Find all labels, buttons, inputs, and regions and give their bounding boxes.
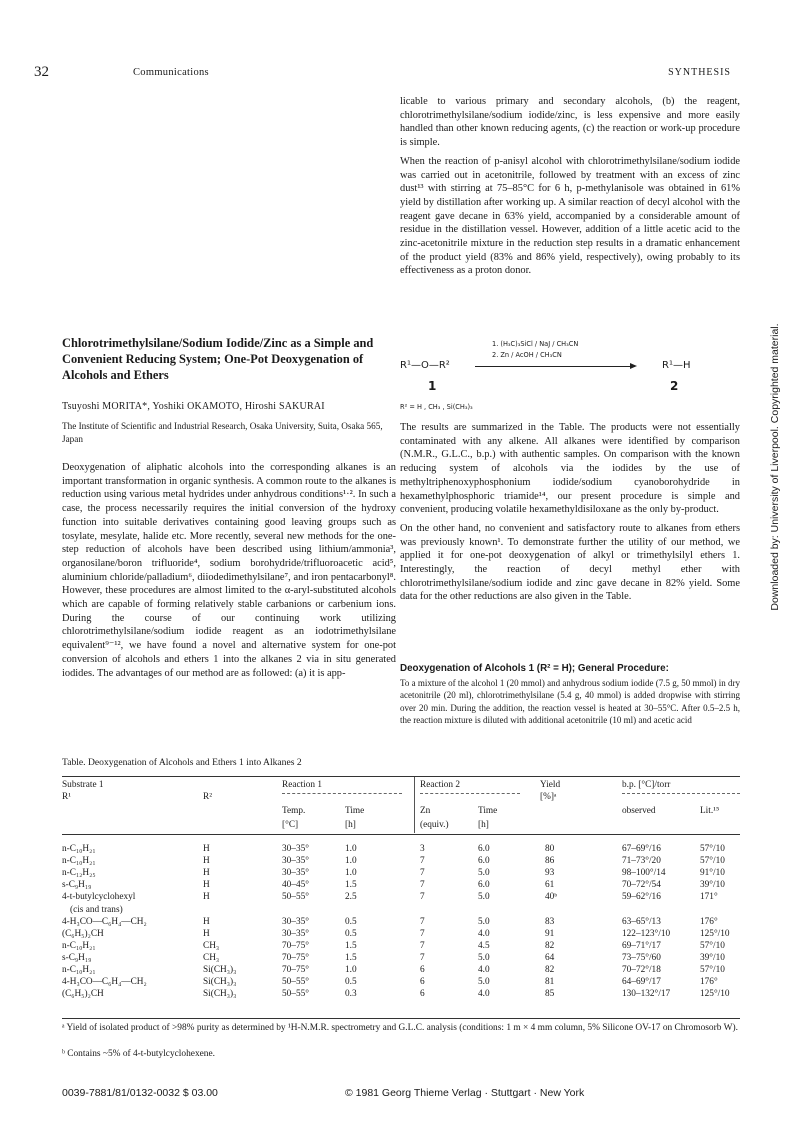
cell-r2: Si(CH₃)₃ — [203, 977, 237, 988]
paragraph: Deoxygenation of aliphatic alcohols into the corresponding alkanes is an important transformation in organic synthesis. A common route to the alkanes is reduction using various metal hydrides under anhydrous conditions¹·². In such a case, the process necessarily requires the initial conversion of the hydroxy function into suitable derivatives containing good leaving groups such as tosylate, mesylate, halide etc. More recently, several new methods for the one-step reduction of alcohols have been described using lithium/ammonia³, organosilane/boron trifluoride⁴, sodium borohydride/trifluoroacetic acid⁵, aluminium chloride/palladium⁶, diiodedimethylsilane⁷, and iron pentacarbonyl⁸. However, these procedures are almost limited to the α-aryl-substituted alcohols which are capable of forming relatively stable carbanions or carbenium ions. During the course of our continuing work utilizing chlorotrimethylsilane/sodium iodide reagent as an iodotrimethylsilane equivalent⁹⁻¹², we have found a novel and alternative system for one-pot conversion of alcohols and ethers 1 into the alkanes 2 via in situ generated iodides. The advantages of our method are as followed: (a) it is app- — [62, 462, 396, 679]
procedure-heading: Deoxygenation of Alcohols 1 (R² = H); General Procedure: — [400, 663, 669, 674]
cell-zn: 7 — [420, 856, 425, 867]
scheme-note: R² = H , CH₃ , Si(CH₃)₃ — [400, 403, 473, 411]
copyright: © 1981 Georg Thieme Verlag · Stuttgart · New York — [345, 1087, 585, 1099]
col-header-lit: Lit.¹⁵ — [700, 806, 720, 816]
article-title: Chlorotrimethylsilane/Sodium Iodide/Zinc as a Simple and Convenient Reducing System; One-Pot Deoxygenation of Alcohols and Ethers — [62, 336, 374, 382]
col-header-zn-unit: (equiv.) — [420, 820, 449, 830]
cell-time1: 0.5 — [345, 928, 357, 939]
subrule-reaction1 — [282, 793, 402, 795]
cell-time2: 5.0 — [478, 952, 490, 963]
cell-bp-observed: 73–75°/60 — [622, 952, 661, 963]
cell-r1: s-C₉H₁₉ — [62, 952, 92, 963]
col-header-temp-unit: [°C] — [282, 820, 299, 830]
col-header-reaction1: Reaction 1 — [282, 780, 323, 790]
footnote-b: ᵇ Contains ~5% of 4-t-butylcyclohexene. — [62, 1049, 215, 1059]
table-bottom-rule — [62, 1018, 740, 1019]
cell-r1: 4-H₃CO—C₆H₄—CH₂ — [62, 916, 147, 927]
cell-r1: 4-H₃CO—C₆H₄—CH₂ — [62, 977, 147, 988]
cell-time2: 5.0 — [478, 868, 490, 879]
cell-bp-lit: 176° — [700, 916, 718, 927]
cell-zn: 7 — [420, 916, 425, 927]
cell-temp: 30–35° — [282, 928, 309, 939]
cell-bp-lit: 57°/10 — [700, 965, 725, 975]
cell-bp-observed: 64–69°/17 — [622, 977, 661, 988]
col-header-time2: Time — [478, 806, 498, 816]
footnote-a: ᵃ Yield of isolated product of >98% purity as determined by ¹H-N.M.R. spectrometry and G.L.C. analysis (conditions: 1 m × 4 mm column, 5% Silicone OV-17 on Chromosorb W). — [62, 1023, 738, 1033]
cell-time1: 0.5 — [345, 977, 357, 988]
col-header-temp: Temp. — [282, 806, 306, 816]
page-number: 32 — [34, 64, 49, 80]
cell-bp-lit: 39°/10 — [700, 880, 725, 891]
cell-bp-lit: 176° — [700, 977, 718, 988]
cell-r1: s-C₉H₁₉ — [62, 880, 92, 891]
cell-time2: 5.0 — [478, 977, 490, 988]
cell-temp: 70–75° — [282, 965, 309, 975]
cell-r1: n-C₁₂H₂₅ — [62, 868, 96, 879]
cell-r1: n-C₁₀H₂₁ — [62, 940, 96, 951]
cell-zn: 7 — [420, 940, 425, 951]
cell-bp-observed: 71–73°/20 — [622, 856, 661, 867]
cell-time2: 4.0 — [478, 965, 490, 975]
condition-1: 1. (H₃C)₃SiCl / NaJ / CH₃CN — [492, 340, 579, 348]
reactant: R¹—O—R² — [400, 360, 450, 371]
condition-2: 2. Zn / AcOH / CH₃CN — [492, 351, 562, 359]
cell-time1: 1.5 — [345, 952, 357, 963]
cell-bp-observed: 63–65°/13 — [622, 916, 661, 927]
paragraph: The results are summarized in the Table. The products were not essentially contaminated with any alkene. All alkanes were identified by comparison (N.M.R., G.L.C., b.p.) with authentic samples. On comparison with the known reducing system of alcohols via the iodides by the use of methyltriphenoxyphosphonium iodide/sodium cyanoborohydride in hexamethylphosphoric triamide¹⁴, our present procedure is simple and convenient, producing volatile hexamethyldisiloxane as the only by-product. — [400, 422, 740, 516]
article-code: 0039-7881/81/0132-0032 $ 03.00 — [62, 1087, 218, 1099]
cell-time2: 6.0 — [478, 844, 490, 854]
cell-yield: 85 — [545, 989, 555, 1000]
cell-temp: 30–35° — [282, 916, 309, 927]
cell-yield: 82 — [545, 965, 555, 975]
col-header-zn: Zn — [420, 806, 431, 816]
paragraph: When the reaction of p-anisyl alcohol with chlorotrimethylsilane/sodium iodide was carried out in acetonitrile, followed by treatment with an excess of zinc dust¹³ with stirring at 75–85°C for 6 h, p-methylanisole was obtained in 61% yield by distillation after working up. A similar reaction of decyl alcohol with the reagent gave decane in 63% yield, accompanied by a considerable amount of residue in the distillation vessel. However, addition of a little acetic acid to the zinc-acetonitrile mixture in the reduction step results in a dramatic enhancement of the product yield (83% and 86% yield, respectively), owing probably to its effectiveness as a proton donor. — [400, 155, 740, 277]
cell-time1: 2.5 — [345, 892, 357, 903]
cell-time1: 1.0 — [345, 965, 357, 975]
cell-r2: H — [203, 892, 210, 903]
cell-temp: 70–75° — [282, 952, 309, 963]
cell-time2: 4.0 — [478, 928, 490, 939]
cell-temp: 30–35° — [282, 844, 309, 854]
cell-time1: 1.5 — [345, 880, 357, 891]
cell-bp-lit: 57°/10 — [700, 856, 725, 867]
table-header-rule — [62, 834, 740, 835]
cell-temp: 50–55° — [282, 977, 309, 988]
table-divider — [414, 777, 415, 833]
cell-bp-observed: 130–132°/17 — [622, 989, 671, 1000]
cell-time2: 5.0 — [478, 892, 490, 903]
cell-r1: n-C₁₀H₂₁ — [62, 844, 96, 854]
cell-yield: 82 — [545, 940, 555, 951]
product: R¹—H — [662, 360, 691, 371]
cell-bp-observed: 98–100°/14 — [622, 868, 666, 879]
cell-bp-observed: 59–62°/16 — [622, 892, 661, 903]
cell-temp: 30–35° — [282, 868, 309, 879]
paragraph: licable to various primary and secondary alcohols, (b) the reagent, chlorotrimethylsilane/sodium iodide/zinc, is less expensive and more easily handled than other known reducing agents, (c) the reaction or work-up procedure is simple. — [400, 96, 740, 149]
cell-zn: 7 — [420, 880, 425, 891]
cell-r2: Si(CH₃)₃ — [203, 989, 237, 1000]
cell-temp: 50–55° — [282, 892, 309, 903]
cell-r1: (C₆H₅)₂CH — [62, 989, 104, 1000]
cell-r2: H — [203, 844, 210, 854]
cell-r2: H — [203, 856, 210, 867]
cell-zn: 6 — [420, 965, 425, 975]
cell-r2: CH₃ — [203, 940, 220, 951]
cell-bp-lit: 171° — [700, 892, 718, 903]
cell-time2: 6.0 — [478, 880, 490, 891]
cell-zn: 7 — [420, 868, 425, 879]
cell-bp-observed: 67–69°/16 — [622, 844, 661, 854]
cell-yield: 83 — [545, 916, 555, 927]
procedure-text: To a mixture of the alcohol 1 (20 mmol) and anhydrous sodium iodide (7.5 g, 50 mmol) in dry acetonitrile (20 ml), chlorotrimethylsilane (5.4 g, 40 mmol) is added dropwise with stirring over 20 min. During the addition, the reaction vessel is heated at 30–55°C. After 0.5–2.5 h, the reaction mixture is diluted with additional acetonitrile (10 ml) and acetic acid — [400, 678, 740, 725]
cell-time2: 6.0 — [478, 856, 490, 867]
subrule-reaction2 — [420, 793, 520, 795]
cell-time1: 1.5 — [345, 940, 357, 951]
compound-number-1: 1 — [428, 379, 437, 393]
cell-zn: 7 — [420, 928, 425, 939]
cell-r1: 4-t-butylcyclohexyl — [62, 892, 136, 903]
institution: The Institute of Scientific and Industrial Research, Osaka University, Suita, Osaka 565, Japan — [62, 421, 383, 444]
col-header-time1-unit: [h] — [345, 820, 356, 830]
col-header-substrate: Substrate 1 — [62, 780, 104, 790]
cell-time1: 0.3 — [345, 989, 357, 1000]
compound-number-2: 2 — [670, 379, 679, 393]
cell-r2: Si(CH₃)₃ — [203, 965, 237, 975]
cell-zn: 6 — [420, 989, 425, 1000]
cell-time2: 4.0 — [478, 989, 490, 1000]
cell-r1: n-C₁₀H₂₁ — [62, 856, 96, 867]
cell-yield: 91 — [545, 928, 555, 939]
cell-yield: 61 — [545, 880, 555, 891]
cell-time2: 4.5 — [478, 940, 490, 951]
download-watermark: Downloaded by: University of Liverpool. Copyrighted material. — [769, 323, 781, 611]
cell-yield: 93 — [545, 868, 555, 879]
cell-bp-lit: 39°/10 — [700, 952, 725, 963]
cell-yield: 80 — [545, 844, 555, 854]
journal-name: SYNTHESIS — [668, 67, 731, 78]
cell-temp: 30–35° — [282, 856, 309, 867]
col-header-yield: Yield — [540, 780, 561, 790]
cell-temp: 70–75° — [282, 940, 309, 951]
col-header-r1: R¹ — [62, 792, 71, 802]
cell-bp-lit: 125°/10 — [700, 928, 730, 939]
cell-bp-observed: 70–72°/18 — [622, 965, 661, 975]
cell-zn: 6 — [420, 977, 425, 988]
subrule-bp — [622, 793, 740, 795]
col-header-bp: b.p. [°C]/torr — [622, 780, 671, 790]
cell-bp-observed: 70–72°/54 — [622, 880, 661, 891]
cell-yield: 86 — [545, 856, 555, 867]
cell-bp-lit: 57°/10 — [700, 844, 725, 854]
cell-yield: 64 — [545, 952, 555, 963]
cell-temp: 50–55° — [282, 989, 309, 1000]
cell-bp-lit: 125°/10 — [700, 989, 730, 1000]
section-label: Communications — [133, 67, 209, 78]
cell-r2: H — [203, 916, 210, 927]
cell-r2: H — [203, 928, 210, 939]
cell-r2: H — [203, 868, 210, 879]
cell-r1: n-C₁₀H₂₁ — [62, 965, 96, 975]
cell-zn: 3 — [420, 844, 425, 854]
paragraph: On the other hand, no convenient and satisfactory route to alkanes from ethers was previously known¹. To demonstrate further the utility of our method, we applied it for one-pot deoxygenation of alkyl or trimethylsilyl ethers 1. Interestingly, the reaction of decyl methyl ether with chlorotrimethylsilane/sodium iodide and zinc gave decane in 82% yield. Some data for the other reductions are also given in the Table. — [400, 522, 740, 603]
cell-temp: 40–45° — [282, 880, 309, 891]
cell-r1: (cis and trans) — [70, 904, 123, 915]
cell-r1: (C₆H₅)₂CH — [62, 928, 104, 939]
col-header-reaction2: Reaction 2 — [420, 780, 461, 790]
col-header-observed: observed — [622, 806, 656, 816]
cell-r2: H — [203, 880, 210, 891]
cell-yield: 40ᵇ — [545, 892, 558, 903]
cell-zn: 7 — [420, 952, 425, 963]
col-header-time1: Time — [345, 806, 365, 816]
col-header-time2-unit: [h] — [478, 820, 489, 830]
cell-bp-lit: 57°/10 — [700, 940, 725, 951]
cell-bp-observed: 69–71°/17 — [622, 940, 661, 951]
col-header-r2: R² — [203, 792, 212, 802]
cell-zn: 7 — [420, 892, 425, 903]
cell-bp-lit: 91°/10 — [700, 868, 725, 879]
cell-time2: 5.0 — [478, 916, 490, 927]
col-header-yield-unit: [%]ᵃ — [540, 792, 557, 802]
cell-time1: 1.0 — [345, 844, 357, 854]
cell-yield: 81 — [545, 977, 555, 988]
cell-time1: 0.5 — [345, 916, 357, 927]
cell-bp-observed: 122–123°/10 — [622, 928, 671, 939]
cell-time1: 1.0 — [345, 868, 357, 879]
table-caption: Table. Deoxygenation of Alcohols and Ethers 1 into Alkanes 2 — [62, 757, 302, 768]
cell-r2: CH₃ — [203, 952, 220, 963]
authors: Tsuyoshi MORITA*, Yoshiki OKAMOTO, Hiroshi SAKURAI — [62, 401, 325, 412]
cell-time1: 1.0 — [345, 856, 357, 867]
